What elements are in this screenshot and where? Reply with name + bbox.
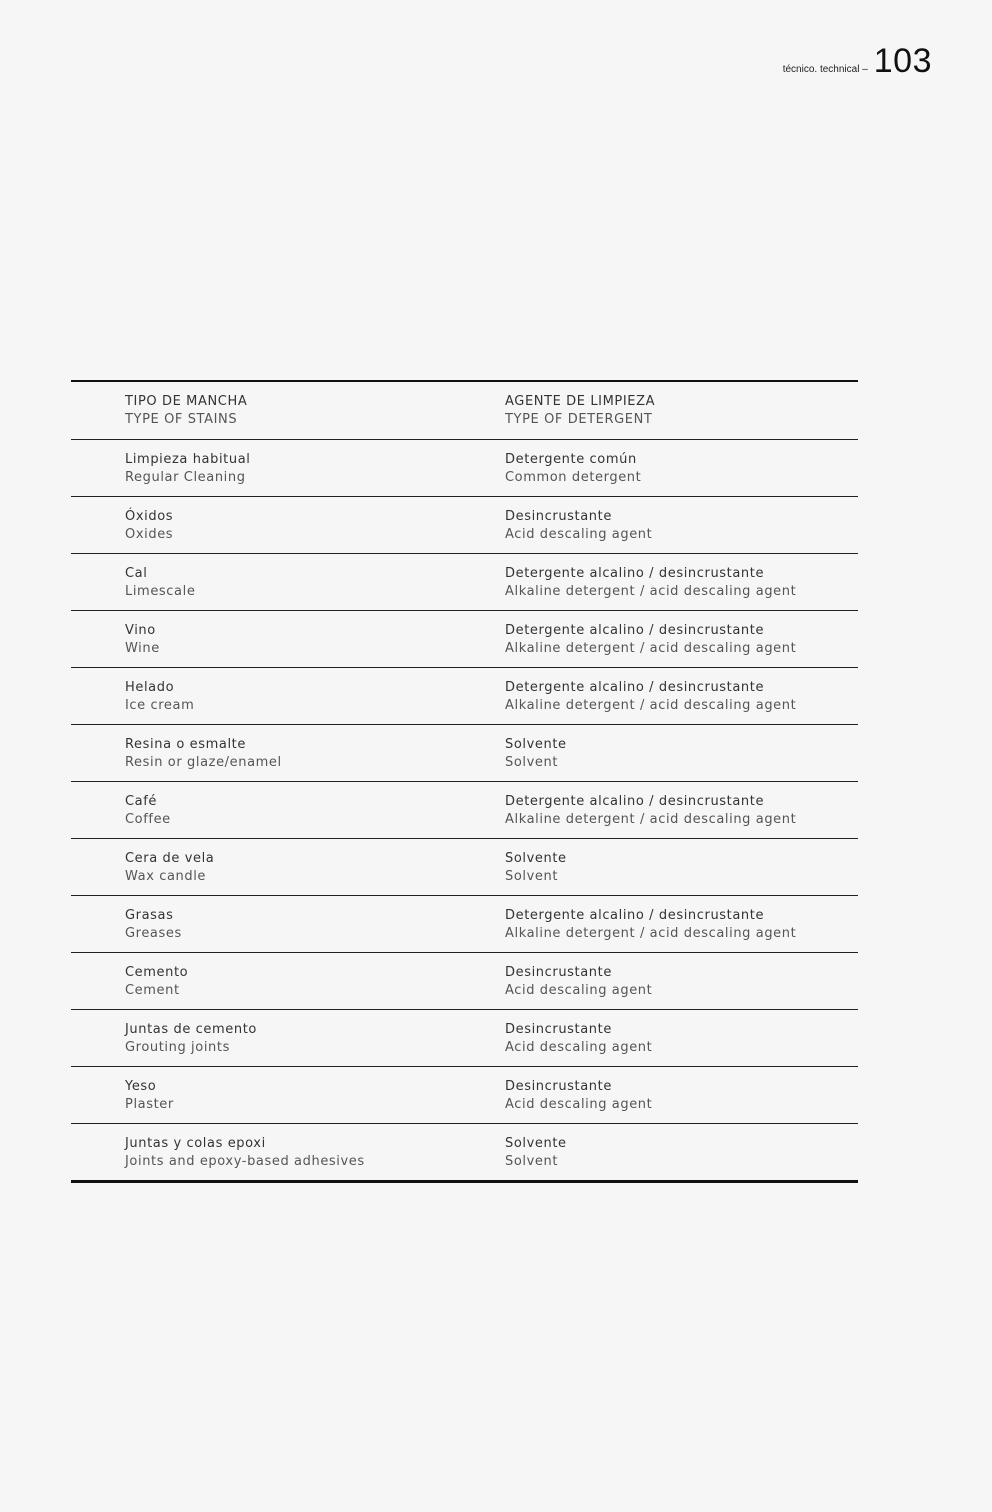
stain-name-es: Cera de vela xyxy=(125,851,215,866)
stain-name-es: Juntas de cemento xyxy=(125,1022,257,1037)
detergent-cell xyxy=(505,1021,855,1057)
stain-name-en: Oxides xyxy=(125,527,174,542)
detergent-name-es: Detergente alcalino / desincrustante xyxy=(505,794,765,809)
header-stain-type-en: TYPE OF STAINS xyxy=(125,412,238,427)
stain-cell xyxy=(125,679,485,715)
table-row xyxy=(71,667,858,724)
stain-cell xyxy=(125,793,485,829)
detergent-name-es: Detergente alcalino / desincrustante xyxy=(505,566,765,581)
detergent-name-en: Alkaline detergent / acid descaling agent xyxy=(505,641,797,656)
stain-cell xyxy=(125,1021,485,1057)
stain-name-en: Joints and epoxy-based adhesives xyxy=(125,1154,365,1169)
stain-name-es: Café xyxy=(125,794,158,809)
page-number: 103 xyxy=(873,42,932,80)
detergent-name-en: Acid descaling agent xyxy=(505,527,653,542)
stain-name-es: Grasas xyxy=(125,908,174,923)
detergent-cell xyxy=(505,1078,855,1114)
stain-name-es: Juntas y colas epoxi xyxy=(125,1136,266,1151)
detergent-cell xyxy=(505,622,855,658)
detergent-cell xyxy=(505,907,855,943)
table-row xyxy=(71,496,858,553)
detergent-cell xyxy=(505,736,855,772)
table-row xyxy=(71,1066,858,1123)
detergent-name-en: Acid descaling agent xyxy=(505,983,653,998)
header-detergent-type-es: AGENTE DE LIMPIEZA xyxy=(505,394,656,409)
header-stain-type-es: TIPO DE MANCHA xyxy=(125,394,248,409)
detergent-name-en: Alkaline detergent / acid descaling agent xyxy=(505,812,797,827)
detergent-name-en: Solvent xyxy=(505,755,559,770)
stain-name-en: Wax candle xyxy=(125,869,207,884)
detergent-cell xyxy=(505,508,855,544)
table-row xyxy=(71,895,858,952)
detergent-cell xyxy=(505,565,855,601)
stain-name-en: Coffee xyxy=(125,812,171,827)
stain-name-en: Regular Cleaning xyxy=(125,470,246,485)
detergent-name-en: Solvent xyxy=(505,869,559,884)
table-row xyxy=(71,553,858,610)
stain-name-en: Plaster xyxy=(125,1097,174,1112)
stain-cell xyxy=(125,907,485,943)
table-row xyxy=(71,952,858,1009)
stain-name-en: Resin or glaze/enamel xyxy=(125,755,282,770)
table-body xyxy=(71,439,858,1180)
detergent-name-es: Detergente alcalino / desincrustante xyxy=(505,908,765,923)
section-label: técnico. technical – xyxy=(782,64,868,75)
stain-cell xyxy=(125,1135,485,1171)
stain-cell xyxy=(125,508,485,544)
stain-name-es: Cal xyxy=(125,566,148,581)
page-header xyxy=(783,44,932,78)
stain-name-en: Ice cream xyxy=(125,698,195,713)
detergent-name-en: Alkaline detergent / acid descaling agent xyxy=(505,698,797,713)
stain-cell xyxy=(125,565,485,601)
stain-cell xyxy=(125,736,485,772)
detergent-name-es: Desincrustante xyxy=(505,965,612,980)
stain-name-es: Limpieza habitual xyxy=(125,452,251,467)
stain-name-es: Yeso xyxy=(125,1079,157,1094)
table-row xyxy=(71,439,858,496)
stain-name-es: Óxidos xyxy=(125,509,174,524)
table-row xyxy=(71,1009,858,1066)
detergent-cell xyxy=(505,793,855,829)
detergent-name-es: Solvente xyxy=(505,1136,567,1151)
stain-name-es: Vino xyxy=(125,623,156,638)
stain-name-en: Grouting joints xyxy=(125,1040,230,1055)
stain-name-es: Helado xyxy=(125,680,175,695)
stain-cell xyxy=(125,1078,485,1114)
detergent-cell xyxy=(505,451,855,487)
detergent-name-es: Solvente xyxy=(505,737,567,752)
detergent-cell xyxy=(505,679,855,715)
stain-cell xyxy=(125,451,485,487)
stain-name-en: Limescale xyxy=(125,584,196,599)
table-row xyxy=(71,838,858,895)
table-row xyxy=(71,610,858,667)
detergent-name-es: Detergente alcalino / desincrustante xyxy=(505,623,765,638)
stain-cell xyxy=(125,622,485,658)
stain-cleaning-table xyxy=(71,380,858,1183)
detergent-name-en: Common detergent xyxy=(505,470,642,485)
detergent-name-en: Solvent xyxy=(505,1154,559,1169)
stain-name-es: Cemento xyxy=(125,965,189,980)
detergent-name-es: Detergente común xyxy=(505,452,637,467)
detergent-cell xyxy=(505,1135,855,1171)
detergent-name-en: Alkaline detergent / acid descaling agent xyxy=(505,584,797,599)
stain-cell xyxy=(125,964,485,1000)
stain-name-es: Resina o esmalte xyxy=(125,737,246,752)
detergent-name-es: Desincrustante xyxy=(505,509,612,524)
detergent-name-es: Detergente alcalino / desincrustante xyxy=(505,680,765,695)
detergent-name-en: Alkaline detergent / acid descaling agent xyxy=(505,926,797,941)
stain-name-en: Greases xyxy=(125,926,182,941)
stain-name-en: Cement xyxy=(125,983,180,998)
table-row xyxy=(71,781,858,838)
detergent-cell xyxy=(505,964,855,1000)
detergent-name-es: Desincrustante xyxy=(505,1079,612,1094)
detergent-name-en: Acid descaling agent xyxy=(505,1097,653,1112)
table-row xyxy=(71,724,858,781)
header-detergent-type-en: TYPE OF DETERGENT xyxy=(505,412,653,427)
header-detergent-type xyxy=(505,393,855,429)
detergent-name-en: Acid descaling agent xyxy=(505,1040,653,1055)
detergent-name-es: Solvente xyxy=(505,851,567,866)
stain-name-en: Wine xyxy=(125,641,160,656)
detergent-name-es: Desincrustante xyxy=(505,1022,612,1037)
table-header-row xyxy=(71,382,858,439)
header-stain-type xyxy=(125,393,485,429)
table-row xyxy=(71,1123,858,1180)
stain-cell xyxy=(125,850,485,886)
detergent-cell xyxy=(505,850,855,886)
